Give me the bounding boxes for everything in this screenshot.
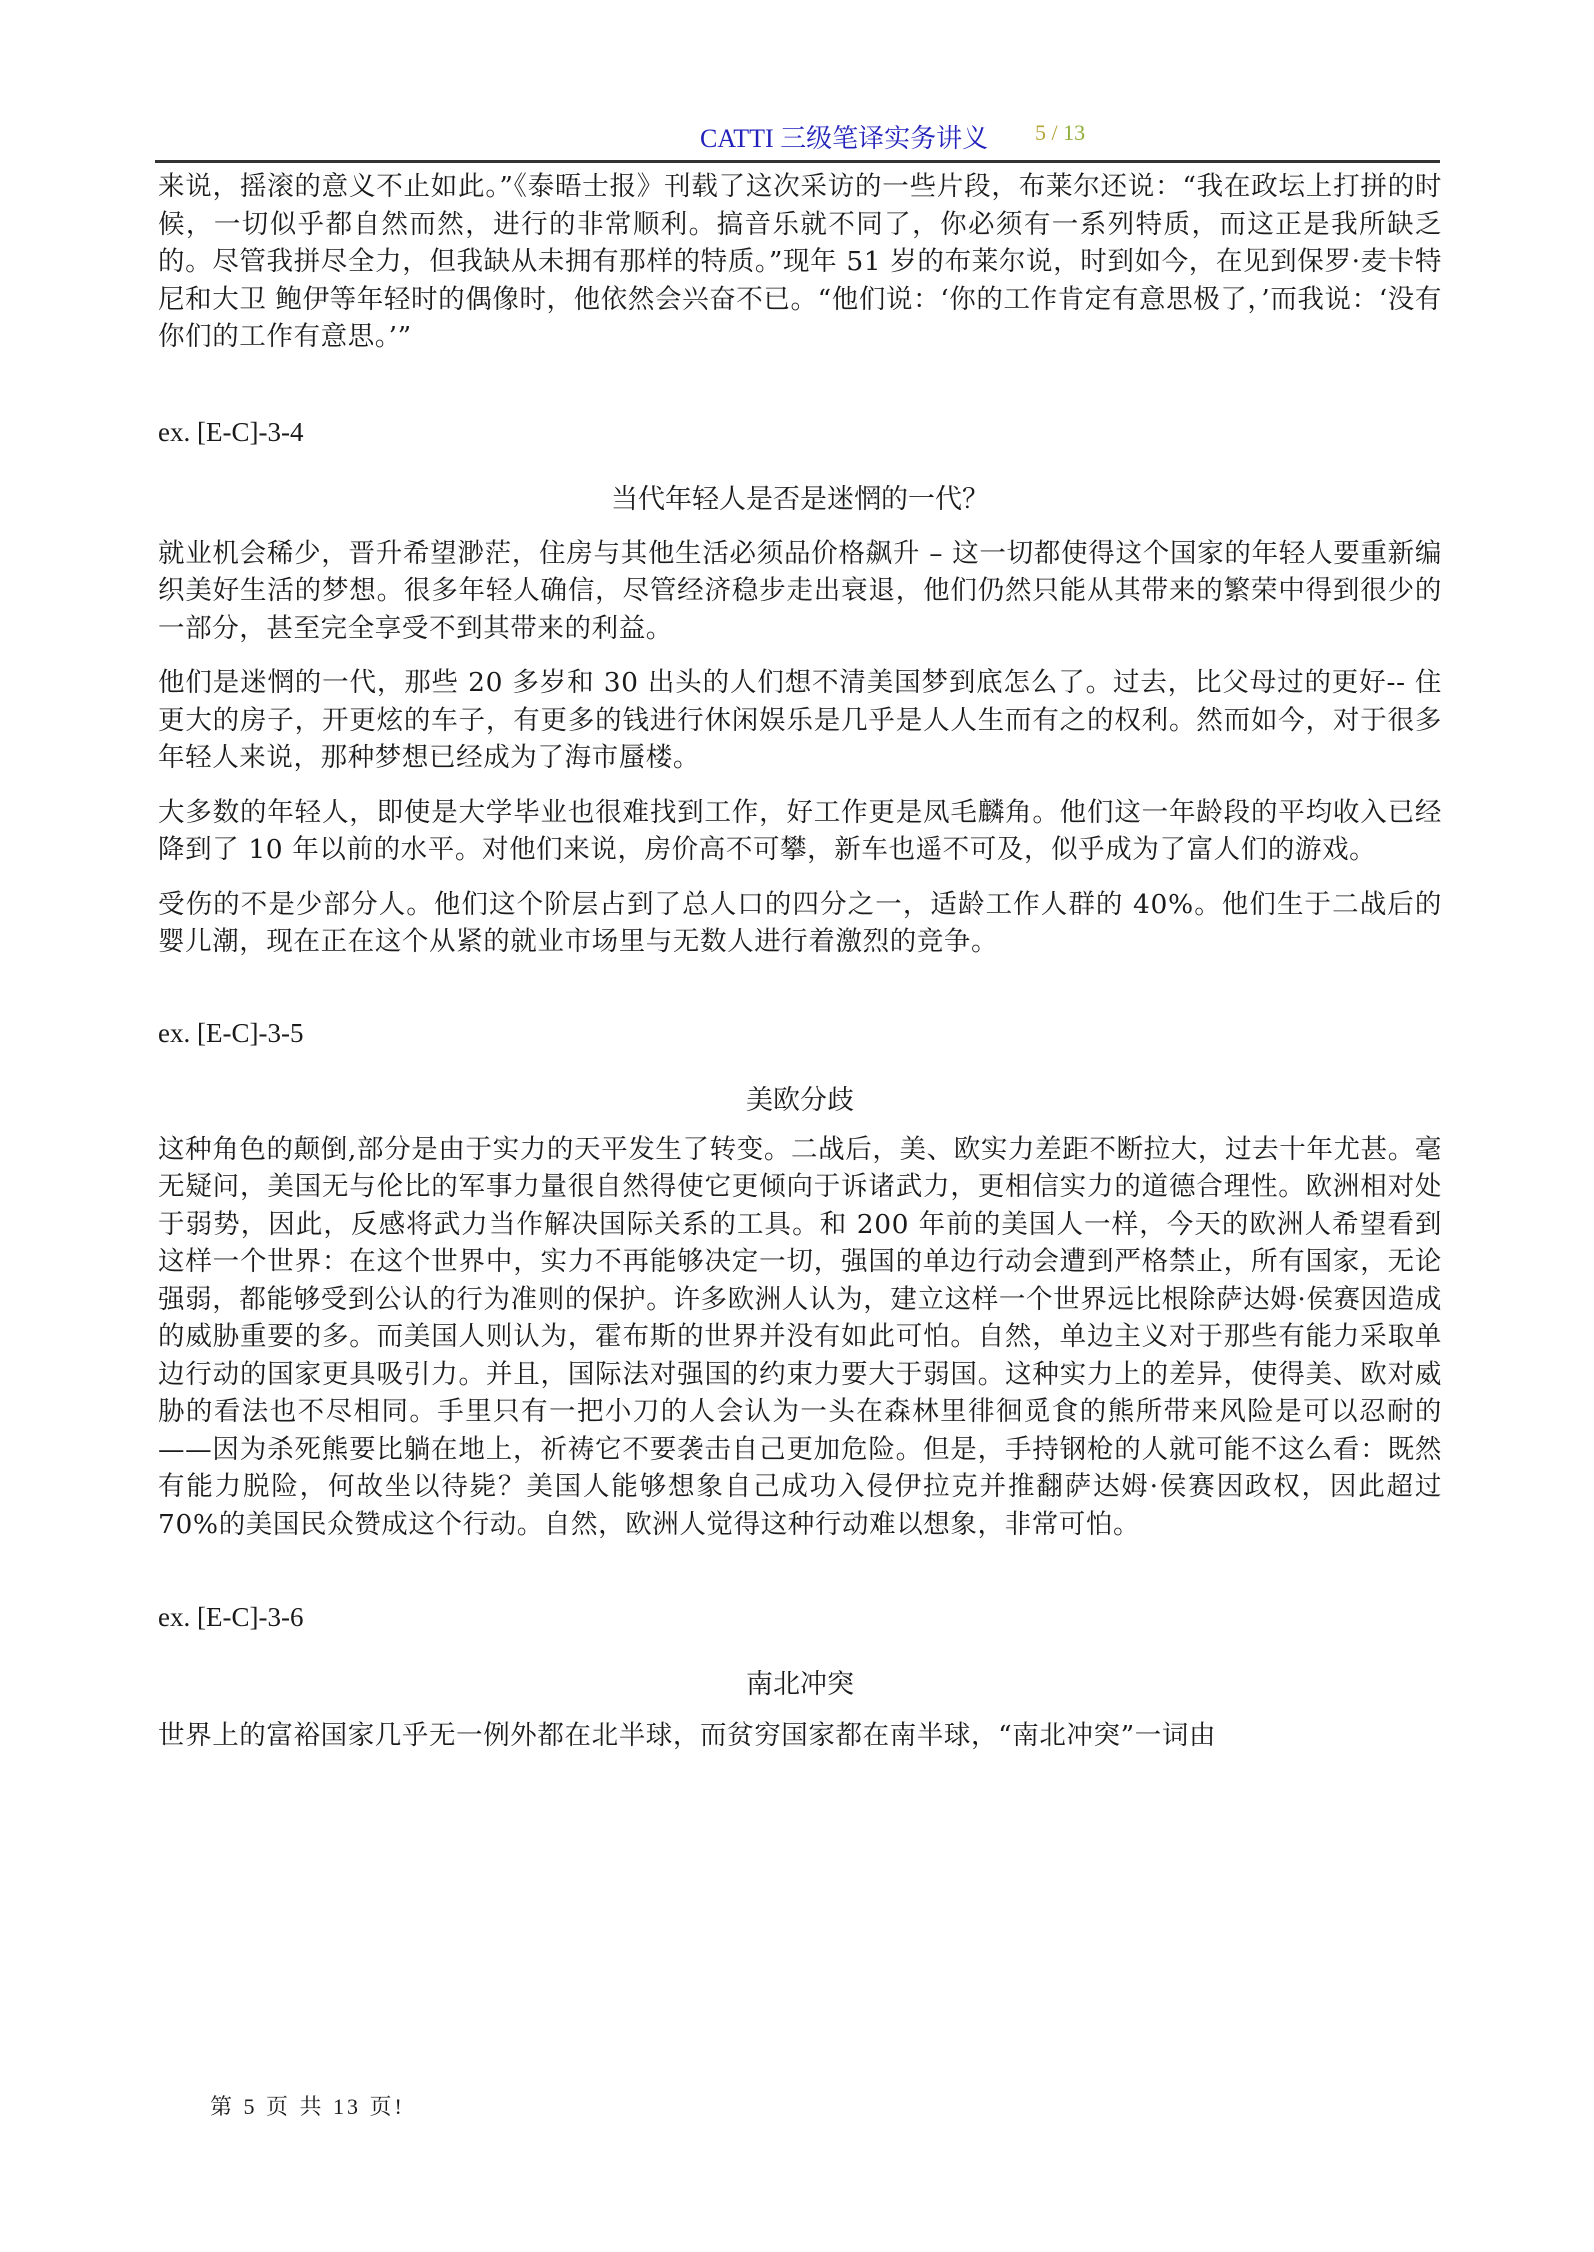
body-paragraph: 受伤的不是少部分人。他们这个阶层占到了总人口的四分之一，适龄工作人群的 40%。他们生于二战后的婴儿潮，现在正在这个从紧的就业市场里与无数人进行着激烈的竞争。	[158, 888, 1442, 957]
page-total: 13	[1063, 120, 1086, 145]
intro-paragraph: 来说，摇滚的意义不止如此。”《泰晤士报》刊载了这次采访的一些片段，布莱尔还说：“我在政坛上打拼的时候，一切似乎都自然而然，进行的非常顺利。搞音乐就不同了，你必须有一系列特质，而这正是我所缺乏的。尽管我拼尽全力，但我缺从未拥有那样的特质。”现年 51 岁的布莱尔说，时到如今，在见到保罗·麦卡特尼和大卫 鲍伊等年轻时的偶像时，他依然会兴奋不已。“他们说：‘你的工作肯定有意思极了，’而我说：‘没有你们的工作有意思。’”	[158, 171, 1442, 352]
exercise-label: ex. [E-C]-3-5	[158, 1017, 304, 1048]
body-paragraph: 他们是迷惘的一代，那些 20 多岁和 30 出头的人们想不清美国梦到底怎么了。过去，比父母过的更好-- 住更大的房子，开更炫的车子，有更多的钱进行休闲娱乐是几乎是人人生而有之的权利。然而如今，对于很多年轻人来说，那种梦想已经成为了海市蜃楼。	[158, 667, 1442, 773]
page-header	[155, 118, 1440, 158]
body-paragraph: 这种角色的颠倒,部分是由于实力的天平发生了转变。二战后，美、欧实力差距不断拉大，过去十年尤甚。毫无疑问，美国无与伦比的军事力量很自然得使它更倾向于诉诸武力，更相信实力的道德合理性。欧洲相对处于弱势，因此，反感将武力当作解决国际关系的工具。和 200 年前的美国人一样，今天的欧洲人希望看到这样一个世界：在这个世界中，实力不再能够决定一切，强国的单边行动会遭到严格禁止，所有国家，无论强弱，都能够受到公认的行为准则的保护。许多欧洲人认为，建立这样一个世界远比根除萨达姆·侯赛因造成的威胁重要的多。而美国人则认为，霍布斯的世界并没有如此可怕。自然，单边主义对于那些有能力采取单边行动的国家更具吸引力。并且，国际法对强国的约束力要大于弱国。这种实力上的差异，使得美、欧对威胁的看法也不尽相同。手里只有一把小刀的人会认为一头在森林里徘徊觅食的熊所带来风险是可以忍耐的——因为杀死熊要比躺在地上，祈祷它不要袭击自己更加危险。但是，手持钢枪的人就可能不这么看：既然有能力脱险，何故坐以待毙？美国人能够想象自己成功入侵伊拉克并推翻萨达姆·侯赛因政权，因此超过 70%的美国民众赞成这个行动。自然，欧洲人觉得这种行动难以想象，非常可怕。	[158, 1133, 1442, 1540]
page-current: 5	[1035, 120, 1046, 145]
section-title: 南北冲突	[746, 1669, 854, 1700]
document-body	[158, 168, 1442, 1755]
header-divider	[155, 160, 1440, 163]
page-indicator	[1035, 120, 1085, 146]
page-footer: 第 5 页 共 13 页!	[210, 2094, 405, 2119]
exercise-label: ex. [E-C]-3-6	[158, 1602, 304, 1632]
section-title: 当代年轻人是否是迷惘的一代？	[611, 483, 989, 515]
body-paragraph: 大多数的年轻人，即使是大学毕业也很难找到工作，好工作更是凤毛麟角。他们这一年龄段的平均收入已经降到了 10 年以前的水平。对他们来说，房价高不可攀，新车也遥不可及，似乎成为了富人们的游戏。	[158, 796, 1442, 865]
body-paragraph: 世界上的富裕国家几乎无一例外都在北半球，而贫穷国家都在南半球，“南北冲突”一词由	[158, 1720, 1217, 1751]
body-paragraph: 就业机会稀少，晋升希望渺茫，住房与其他生活必须品价格飙升 – 这一切都使得这个国家的年轻人要重新编织美好生活的梦想。很多年轻人确信，尽管经济稳步走出衰退，他们仍然只能从其带来的繁荣中得到很少的一部分，甚至完全享受不到其带来的利益。	[158, 537, 1442, 644]
document-title: CATTI 三级笔译实务讲义	[700, 124, 989, 153]
exercise-label: ex. [E-C]-3-4	[158, 416, 304, 447]
page-separator: /	[1046, 120, 1064, 145]
section-title: 美欧分歧	[746, 1084, 854, 1116]
